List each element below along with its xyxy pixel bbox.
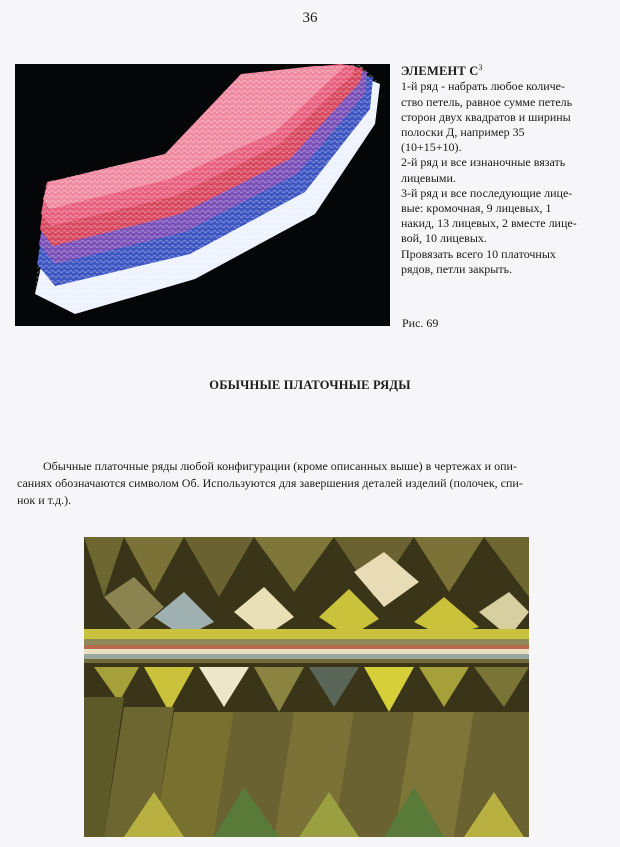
page-number: 36 — [302, 10, 318, 26]
instruction-row-3: 3-й ряд и все последующие лице- вые: кромочная, 9 лицевых, 1 накид, 13 лицевых, 2 вместе лице- вой, 10 лицевых. — [401, 185, 577, 246]
horizontal-band — [84, 629, 529, 663]
figure-caption: Рис. 69 — [402, 316, 439, 330]
body-paragraph: Обычные платочные ряды любой конфигурации (кроме описанных выше) в чертежах и опи- саниях обозначаются символом Об. Используются для завершения деталей изделий (полочек, спи- нок и т.д.). — [17, 459, 523, 507]
element-title-text: ЭЛЕМЕНТ С — [401, 64, 479, 79]
section-heading: ОБЫЧНЫЕ ПЛАТОЧНЫЕ РЯДЫ — [209, 378, 411, 392]
instruction-row-2: 2-й ряд и все изнаночные вязать лицевыми. — [401, 155, 566, 185]
element-description — [401, 60, 616, 277]
instruction-finish: Провязать всего 10 платочных рядов, петли закрыть. — [401, 246, 556, 276]
knitted-garment-photo — [84, 537, 529, 837]
element-title-superscript: 3 — [478, 63, 483, 72]
element-title — [401, 60, 616, 79]
knitted-element-photo — [15, 64, 390, 326]
instruction-row-1: 1-й ряд - набрать любое количе- ство петель, равное сумме петель сторон двух квадратов и ширины полоски Д, например 35 (10+15+10). — [401, 79, 573, 155]
